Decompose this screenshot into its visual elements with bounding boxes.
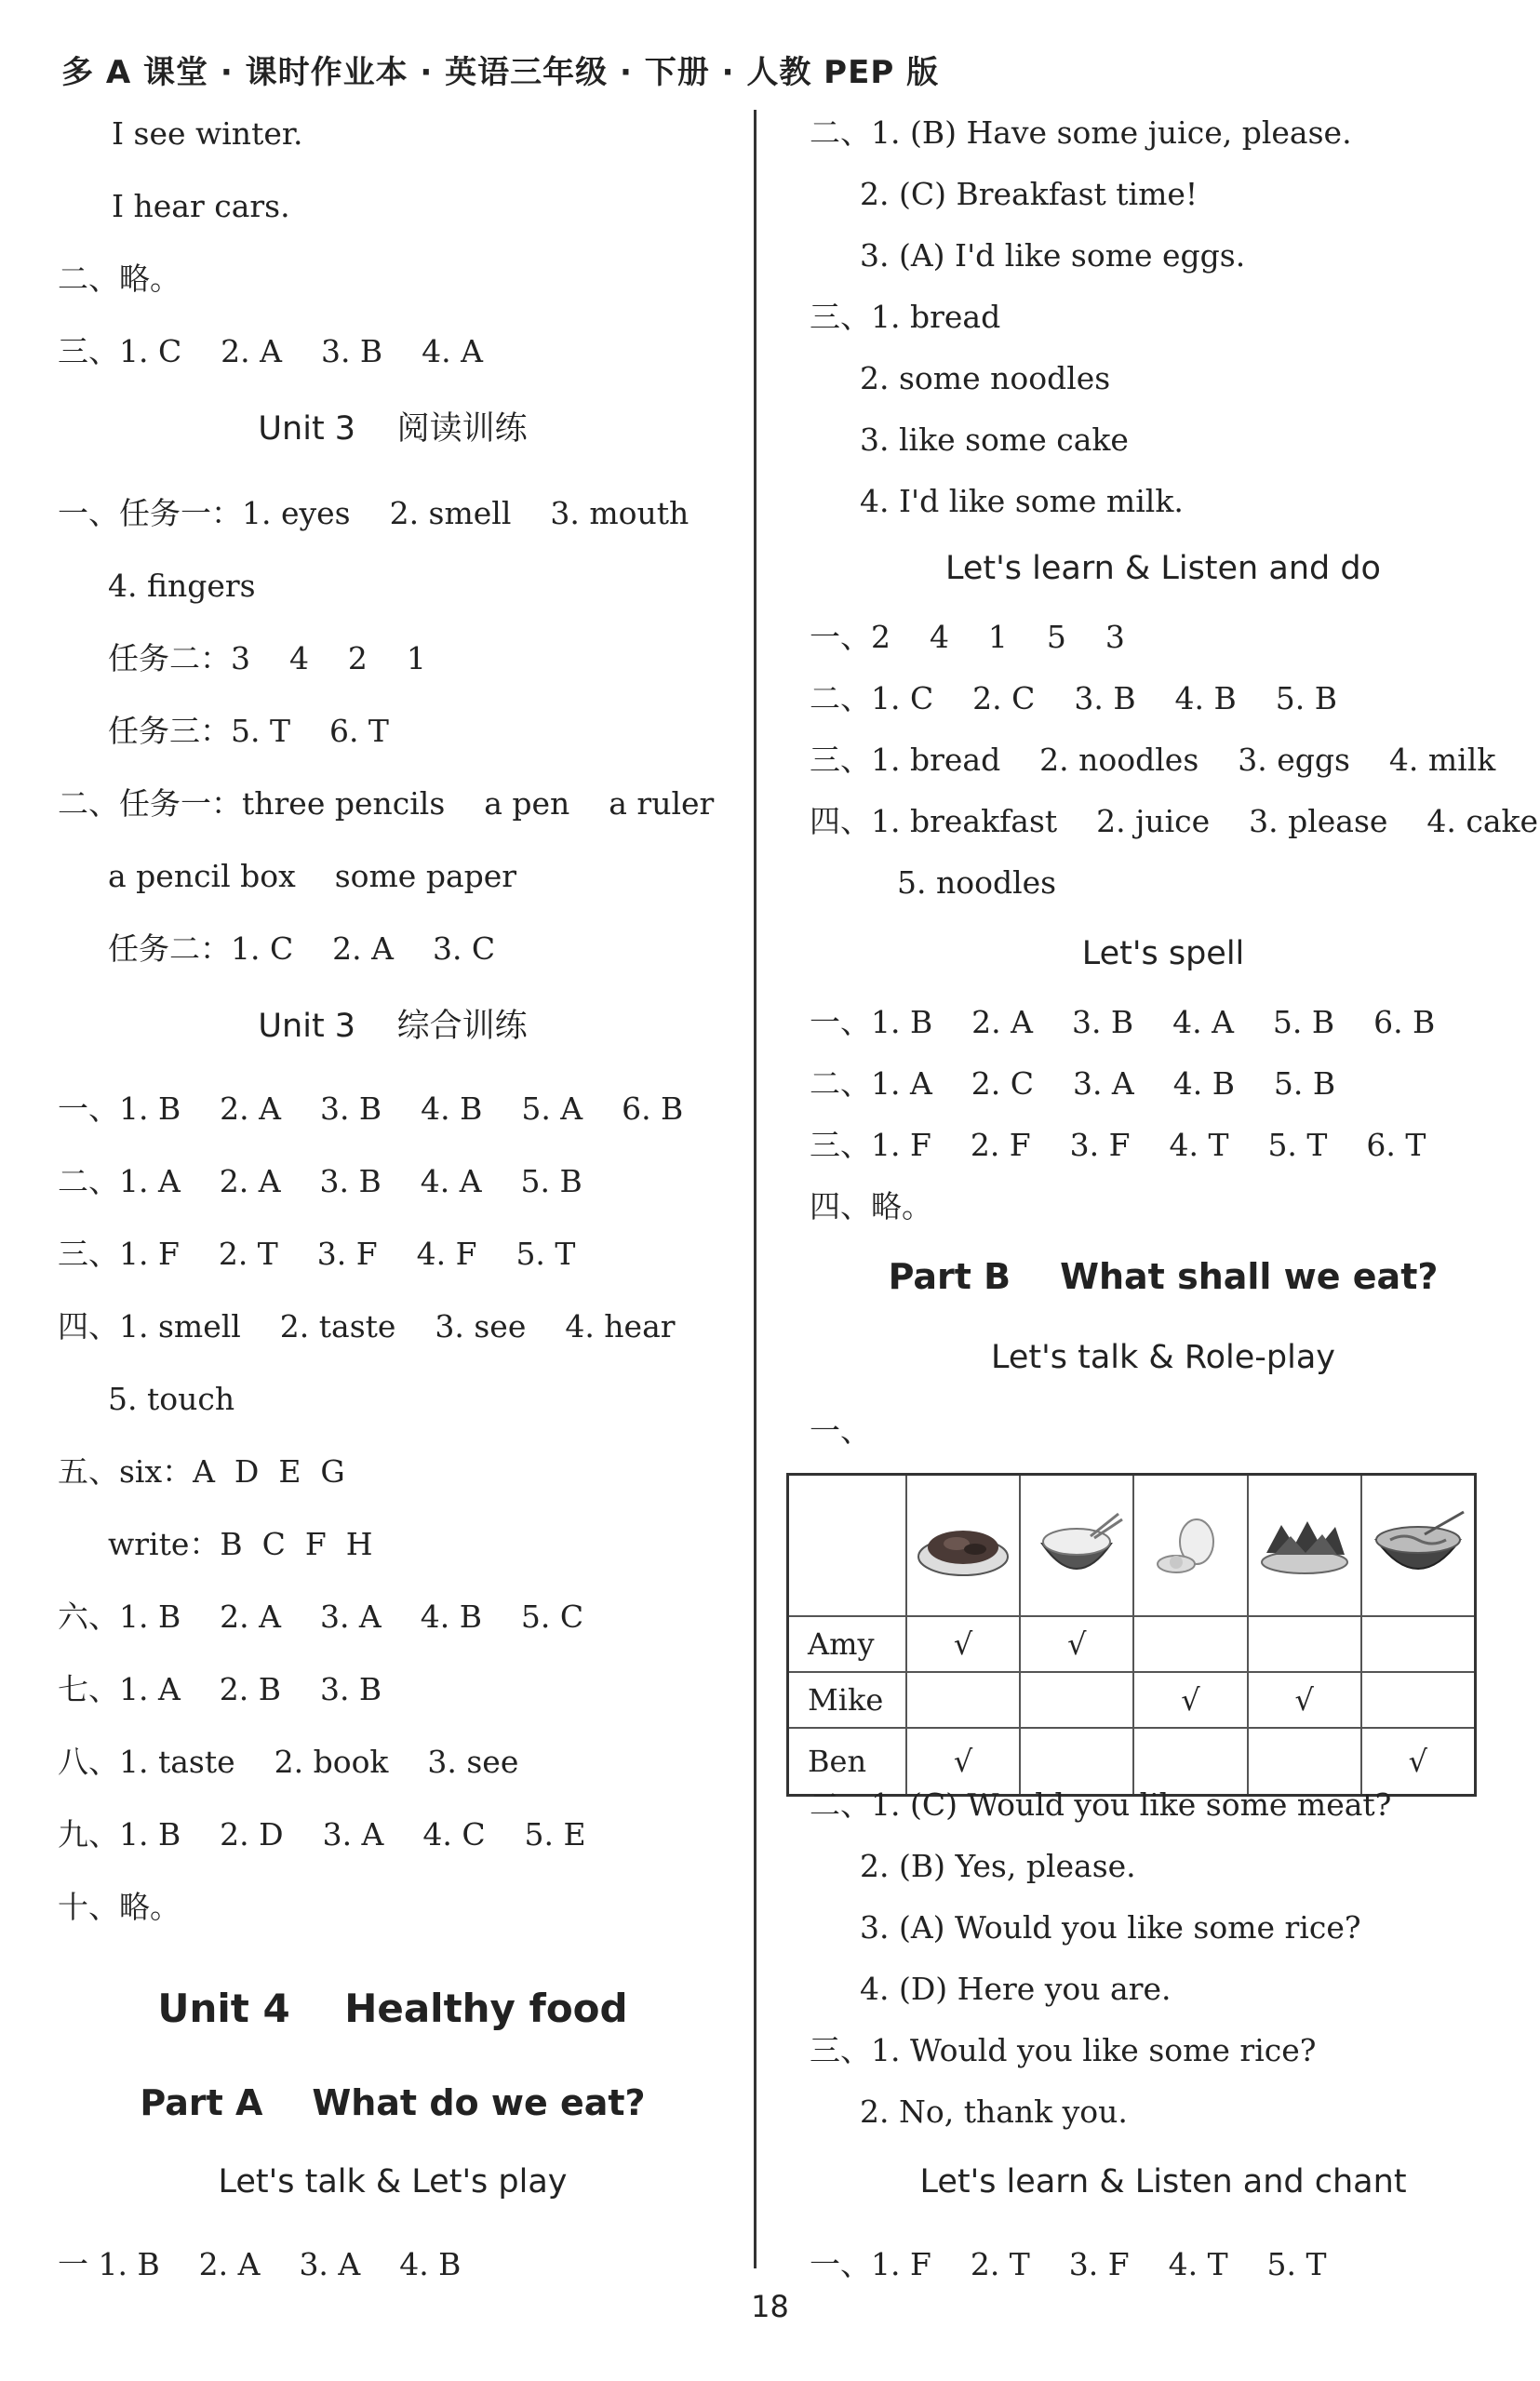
section-heading: Let's talk & Let's play — [218, 2163, 568, 2200]
answer-line: 2. No, thank you. — [860, 2093, 1128, 2130]
table-corner-cell — [788, 1475, 907, 1617]
answer-line: 三、1. F 2. F 3. F 4. T 5. T 6. T — [810, 1127, 1426, 1163]
section-heading: Unit 3 综合训练 — [258, 1008, 528, 1045]
check-mark: √ — [906, 1616, 1020, 1672]
answer-line: 四、1. breakfast 2. juice 3. please 4. cake — [810, 803, 1539, 839]
egg-cell — [1133, 1475, 1247, 1617]
table-row — [788, 1672, 1476, 1728]
page-header: 多 A 课堂 · 课时作业本 · 英语三年级 · 下册 · 人教 PEP 版 — [61, 54, 940, 91]
answer-line: 二、略。 — [58, 261, 181, 297]
unit-title: Unit 4 Healthy food — [157, 1986, 628, 2031]
answer-line: 五、six：A D E G — [58, 1453, 345, 1490]
check-mark — [906, 1672, 1020, 1728]
check-mark — [1361, 1672, 1476, 1728]
answer-line: 七、1. A 2. B 3. B — [58, 1671, 382, 1707]
student-name: Ben — [788, 1728, 907, 1796]
column-divider — [754, 110, 757, 2268]
answer-line: 四、略。 — [810, 1188, 932, 1224]
page-number: 18 — [751, 2289, 789, 2324]
answer-line: 一、1. F 2. T 3. F 4. T 5. T — [810, 2246, 1327, 2282]
noodles-icon — [1367, 1508, 1469, 1583]
egg-icon — [1139, 1508, 1241, 1583]
rice-icon — [1025, 1508, 1128, 1583]
answer-line: 任务二：3 4 2 1 — [108, 640, 426, 676]
check-mark: √ — [1020, 1616, 1133, 1672]
check-mark: √ — [1361, 1728, 1476, 1796]
section-heading: Let's talk & Role-play — [991, 1339, 1335, 1376]
answer-line: 三、1. bread — [810, 299, 1001, 335]
check-mark: √ — [1133, 1672, 1247, 1728]
answer-line: 3. (A) Would you like some rice? — [860, 1909, 1361, 1946]
answer-line: 一、2 4 1 5 3 — [810, 619, 1125, 655]
food-table — [786, 1473, 1477, 1797]
answer-line: 5. noodles — [897, 864, 1057, 901]
answer-line: 四、1. smell 2. taste 3. see 4. hear — [58, 1308, 676, 1344]
check-mark — [1133, 1728, 1247, 1796]
food-icon-row — [788, 1475, 1476, 1617]
answer-line: 5. touch — [108, 1381, 235, 1417]
noodles-cell — [1361, 1475, 1476, 1617]
student-name: Amy — [788, 1616, 907, 1672]
fish-cell — [1248, 1475, 1361, 1617]
answer-line: 十、略。 — [58, 1889, 181, 1925]
answer-line: 3. (A) I'd like some eggs. — [860, 237, 1246, 274]
answer-line: 一、1. B 2. A 3. B 4. B 5. A 6. B — [58, 1090, 684, 1127]
answer-line: I hear cars. — [112, 188, 290, 224]
answer-line: 二、1. C 2. C 3. B 4. B 5. B — [810, 680, 1337, 716]
table-row — [788, 1728, 1476, 1796]
answer-line: 一 1. B 2. A 3. A 4. B — [58, 2246, 462, 2282]
meat-icon — [912, 1508, 1014, 1583]
answer-line: 2. (B) Yes, please. — [860, 1848, 1136, 1884]
answer-line: 二、1. (B) Have some juice, please. — [810, 114, 1352, 151]
check-mark: √ — [906, 1728, 1020, 1796]
student-name: Mike — [788, 1672, 907, 1728]
answer-line: 三、1. bread 2. noodles 3. eggs 4. milk — [810, 742, 1496, 778]
rice-cell — [1020, 1475, 1133, 1617]
fish-icon — [1253, 1508, 1356, 1583]
answer-line: 三、1. C 2. A 3. B 4. A — [58, 333, 483, 369]
answer-line: 2. some noodles — [860, 360, 1111, 396]
answer-line: 六、1. B 2. A 3. A 4. B 5. C — [58, 1598, 584, 1635]
check-mark — [1361, 1616, 1476, 1672]
answer-line: 二、1. A 2. A 3. B 4. A 5. B — [58, 1163, 583, 1199]
answer-line: 一、任务一：1. eyes 2. smell 3. mouth — [58, 495, 690, 531]
answer-line: 2. (C) Breakfast time! — [860, 176, 1199, 212]
check-mark: √ — [1248, 1672, 1361, 1728]
section-heading: Unit 3 阅读训练 — [258, 410, 528, 448]
meat-cell — [906, 1475, 1020, 1617]
answer-line: write：B C F H — [108, 1526, 373, 1562]
part-title: Part B What shall we eat? — [888, 1256, 1439, 1297]
answer-line: 4. (D) Here you are. — [860, 1971, 1172, 2007]
answer-line: 三、1. Would you like some rice? — [810, 2032, 1317, 2068]
part-title: Part A What do we eat? — [140, 2082, 646, 2123]
check-mark — [1020, 1672, 1133, 1728]
check-mark — [1248, 1616, 1361, 1672]
section-heading: Let's learn & Listen and chant — [919, 2163, 1407, 2200]
answer-line: 二、任务一：three pencils a pen a ruler — [58, 785, 715, 822]
answer-line: 4. I'd like some milk. — [860, 483, 1184, 519]
check-mark — [1020, 1728, 1133, 1796]
check-mark — [1248, 1728, 1361, 1796]
check-mark — [1133, 1616, 1247, 1672]
answer-line: 任务三：5. T 6. T — [108, 713, 389, 749]
table-row — [788, 1616, 1476, 1672]
answer-line: 二、1. (C) Would you like some meat? — [810, 1786, 1392, 1823]
answer-line: I see winter. — [112, 115, 303, 152]
section-heading: Let's learn & Listen and do — [945, 550, 1381, 587]
answer-line: a pencil box some paper — [108, 858, 517, 894]
answer-line: 八、1. taste 2. book 3. see — [58, 1744, 519, 1780]
answer-line: 一、 — [810, 1412, 871, 1449]
answer-line: 任务二：1. C 2. A 3. C — [108, 930, 496, 967]
answer-line: 一、1. B 2. A 3. B 4. A 5. B 6. B — [810, 1004, 1436, 1040]
section-heading: Let's spell — [1081, 935, 1245, 972]
answer-line: 3. like some cake — [860, 421, 1129, 458]
answer-line: 九、1. B 2. D 3. A 4. C 5. E — [58, 1816, 586, 1853]
answer-line: 4. fingers — [108, 568, 256, 604]
answer-line: 二、1. A 2. C 3. A 4. B 5. B — [810, 1065, 1336, 1102]
answer-line: 三、1. F 2. T 3. F 4. F 5. T — [58, 1236, 576, 1272]
